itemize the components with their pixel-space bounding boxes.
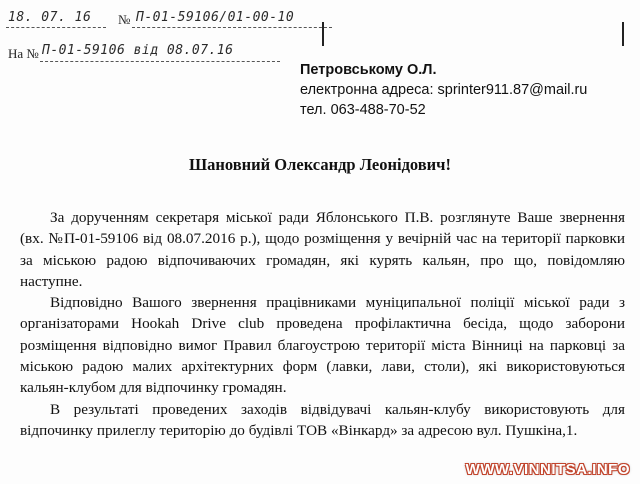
addressee-name: Петровському О.Л. [300,62,437,78]
left-corner-mark [322,22,336,46]
reply-reference-underline [40,61,280,62]
right-corner-mark [610,22,624,46]
addressee-block [300,60,587,120]
paragraph-2: Відповідно Вашого звернення працівниками муніципальної поліції міської ради з організаторами Hookah Drive club проведена профілактична бесіда, щодо заборони розміщення відповідно вимог Правил благоустрою території міста Вінниці на парковці за міською радою малих архітектурних форм (лавки, лави, столи), які використовуються кальян-клубом для відпочинку громадян. [20,294,625,397]
letter-body [20,207,625,441]
date-underline [6,27,106,28]
addressee-email: електронна адреса: sprinter911.87@mail.ru [300,82,588,98]
number-prefix: № [118,12,131,27]
paragraph-1: За дорученням секретаря міської ради Яблонського П.В. розглянуте Ваше звернення (вх. №П-01-59106 від 08.07.2016 р.), щодо розміщення у вечірній час на території парковки за міською радою відпочиваючих громадян, які курять кальян, про що, повідомляю наступне. [20,209,625,290]
addressee-phone: тел. 063-488-70-52 [300,102,426,118]
handwritten-outgoing-number: П-01-59106/01-00-10 [136,10,295,25]
handwritten-date: 18. 07. 16 [8,10,92,25]
outgoing-number-underline [132,27,332,28]
paragraph-3: В результаті проведених заходів відвідувачі кальян-клубу використовують для відпочинку прилеглу територію до будівлі ТОВ «Вінкард» за адресою вул. Пушкіна,1. [20,400,625,439]
handwritten-reply-reference: П-01-59106 від 08.07.16 [42,43,234,58]
reply-prefix: На № [8,46,39,61]
salutation: Шановний Олександр Леонідович! [189,155,451,174]
site-watermark: WWW.VINNITSA.INFO [465,461,630,478]
